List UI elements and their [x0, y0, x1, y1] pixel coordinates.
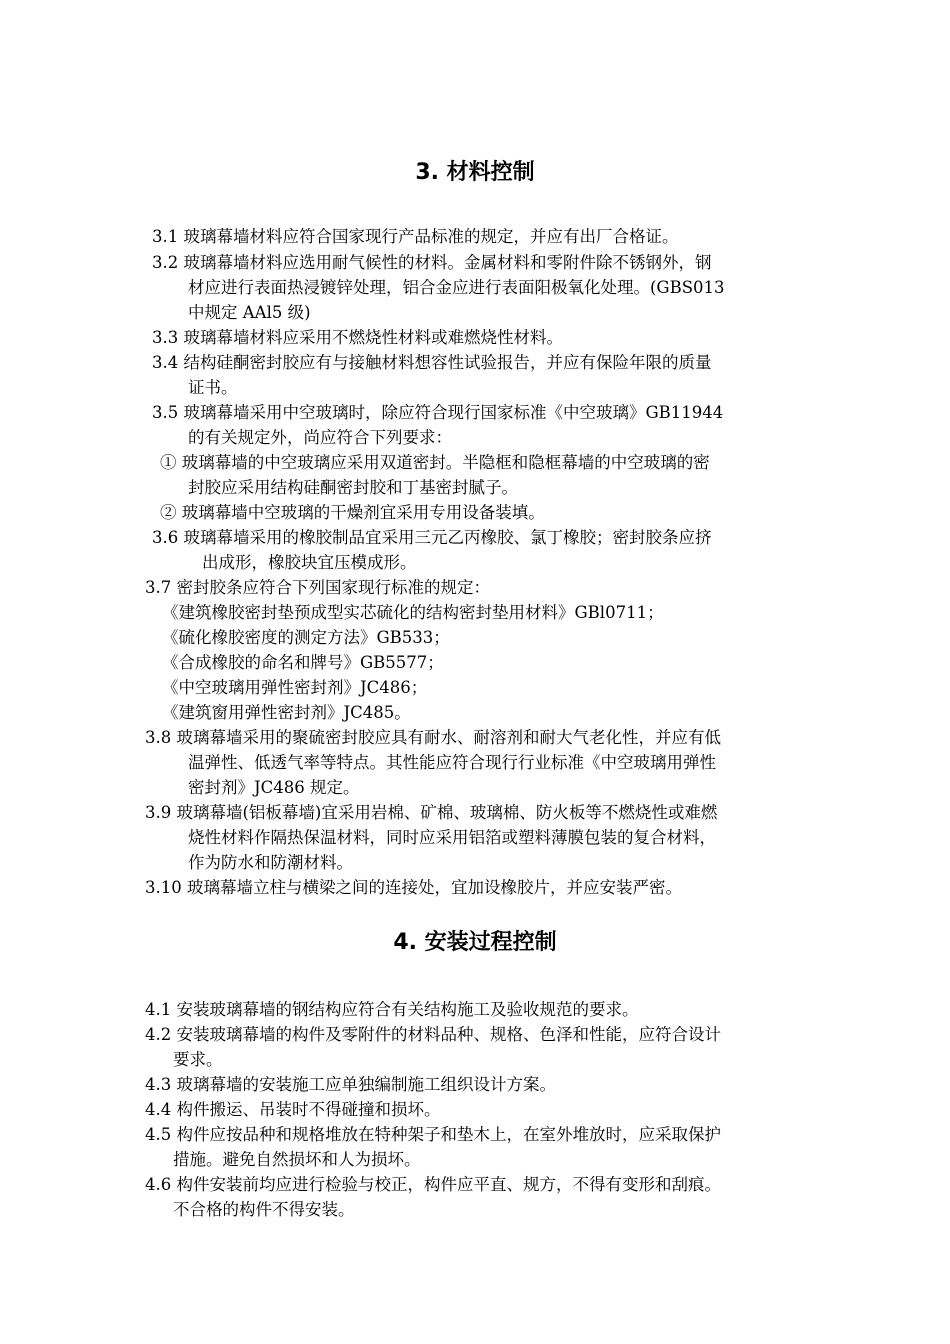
standard-3: 《合成橡胶的命名和牌号》GB5577；	[162, 653, 444, 672]
section-4-title: 4. 安装过程控制	[393, 930, 557, 955]
item-4-2-line-1: 4.2 安装玻璃幕墙的构件及零附件的材料品种、规格、色泽和性能，应符合设计	[145, 1025, 721, 1044]
item-3-2-line-3: 中规定 AAl5 级)	[188, 303, 311, 322]
item-4-1: 4.1 安装玻璃幕墙的钢结构应符合有关结构施工及验收规范的要求。	[145, 1000, 639, 1019]
item-3-3: 3.3 玻璃幕墙材料应采用不燃烧性材料或难燃烧性材料。	[152, 328, 563, 347]
item-3-4-line-2: 证书。	[188, 378, 238, 397]
item-3-10: 3.10 玻璃幕墙立柱与横梁之间的连接处，宜加设橡胶片，并应安装严密。	[145, 878, 682, 897]
item-4-2-line-2: 要求。	[173, 1050, 223, 1069]
item-3-4-line-1: 3.4 结构硅酮密封胶应有与接触材料想容性试验报告，并应有保险年限的质量	[152, 353, 712, 372]
item-3-5-line-1: 3.5 玻璃幕墙采用中空玻璃时，除应符合现行国家标准《中空玻璃》GB11944	[152, 403, 724, 422]
item-3-1: 3.1 玻璃幕墙材料应符合国家现行产品标准的规定，并应有出厂合格证。	[152, 227, 679, 246]
item-3-9-line-3: 作为防水和防潮材料。	[188, 853, 353, 872]
item-4-3: 4.3 玻璃幕墙的安装施工应单独编制施工组织设计方案。	[145, 1075, 556, 1094]
item-3-8-line-1: 3.8 玻璃幕墙采用的聚硫密封胶应具有耐水、耐溶剂和耐大气老化性，并应有低	[145, 728, 721, 747]
sub-item-1-line-1: ① 玻璃幕墙的中空玻璃应采用双道密封。半隐框和隐框幕墙的中空玻璃的密	[160, 453, 710, 472]
item-3-2-line-1: 3.2 玻璃幕墙材料应选用耐气候性的材料。金属材料和零附件除不锈钢外，钢	[152, 253, 712, 272]
standard-5: 《建筑窗用弹性密封剂》JC485。	[162, 703, 411, 722]
item-3-9-line-2: 烧性材料作隔热保温材料，同时应采用铝箔或塑料薄膜包装的复合材料，	[188, 828, 716, 847]
standard-1: 《建筑橡胶密封垫预成型实芯硫化的结构密封垫用材料》GBl0711；	[162, 603, 664, 622]
item-4-5-line-1: 4.5 构件应按品种和规格堆放在特种架子和垫木上，在室外堆放时，应采取保护	[145, 1125, 721, 1144]
item-4-4: 4.4 构件搬运、吊装时不得碰撞和损坏。	[145, 1100, 441, 1119]
standard-4: 《中空玻璃用弹性密封剂》JC486；	[162, 678, 428, 697]
standard-2: 《硫化橡胶密度的测定方法》GB533；	[162, 628, 450, 647]
section-3-title: 3. 材料控制	[415, 160, 535, 185]
item-3-6-line-1: 3.6 玻璃幕墙采用的橡胶制品宜采用三元乙丙橡胶、氯丁橡胶；密封胶条应挤	[152, 528, 712, 547]
item-3-8-line-3: 密封剂》JC486 规定。	[188, 778, 360, 797]
item-3-8-line-2: 温弹性、低透气率等特点。其性能应符合现行行业标准《中空玻璃用弹性	[188, 753, 716, 772]
item-3-9-line-1: 3.9 玻璃幕墙(铝板幕墙)宜采用岩棉、矿棉、玻璃棉、防火板等不燃烧性或难燃	[145, 803, 718, 822]
item-4-6-line-2: 不合格的构件不得安装。	[173, 1200, 355, 1219]
item-3-2-line-2: 材应进行表面热浸镀锌处理，铝合金应进行表面阳极氧化处理。(GBS013	[188, 278, 725, 297]
sub-item-1-line-2: 封胶应采用结构硅酮密封胶和丁基密封腻子。	[188, 478, 518, 497]
item-4-5-line-2: 措施。避免自然损坏和人为损坏。	[173, 1150, 421, 1169]
item-3-6-line-2: 出成形，橡胶块宜压模成形。	[202, 553, 417, 572]
sub-item-2: ② 玻璃幕墙中空玻璃的干燥剂宜采用专用设备装填。	[160, 503, 545, 522]
item-3-5-line-2: 的有关规定外，尚应符合下列要求：	[188, 428, 452, 447]
item-4-6-line-1: 4.6 构件安装前均应进行检验与校正，构件应平直、规方，不得有变形和刮痕。	[145, 1175, 721, 1194]
item-3-7: 3.7 密封胶条应符合下列国家现行标准的规定：	[145, 578, 490, 597]
